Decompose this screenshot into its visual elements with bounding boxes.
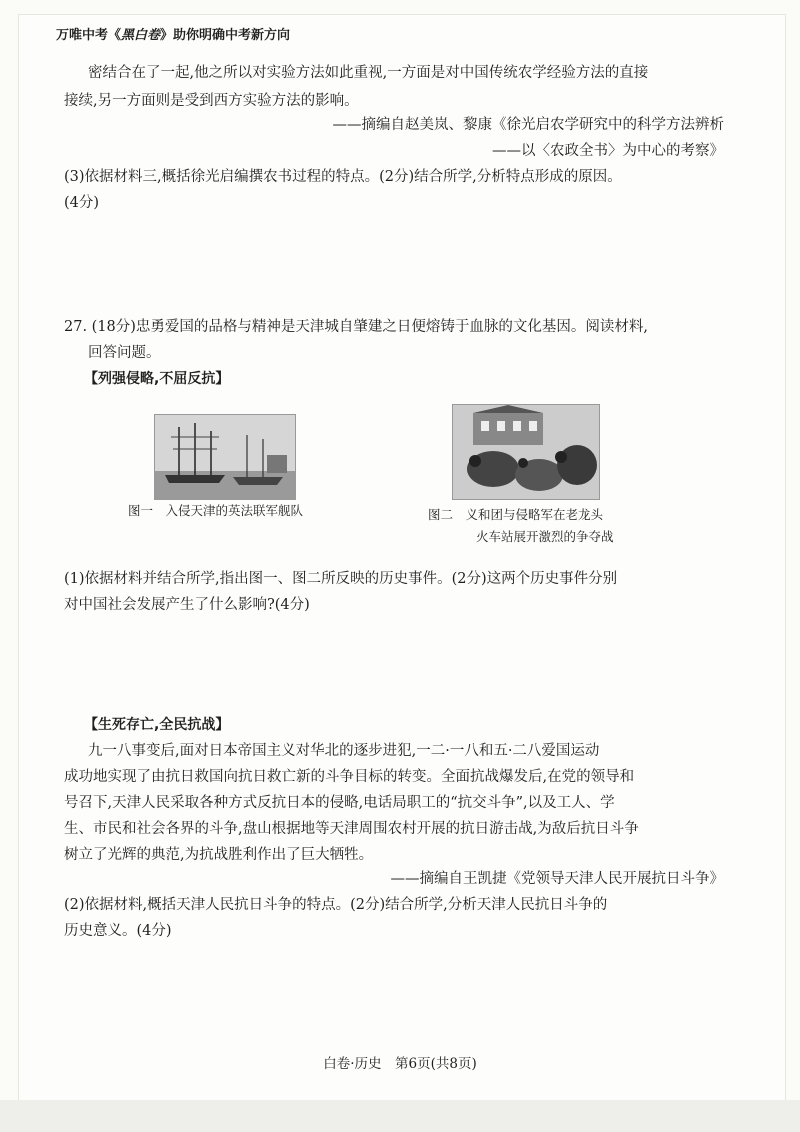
header-brand: 黑白卷 [121,28,161,43]
scan-bottom-edge [0,1100,800,1132]
q27-sub2-line2: 历史意义。(4分) [64,923,172,939]
q27-para1: 九一八事变后,面对日本帝国主义对华北的逐步进犯,一二·一八和五·二八爱国运动 [88,743,600,759]
q26-source2: ——以〈农政全书〉为中心的考察》 [492,143,724,159]
q27-intro1: 27. (18分)忠勇爱国的品格与精神是天津城自肇建之日便熔铸于血脉的文化基因。阅读材料, [64,319,649,335]
fig1-caption: 图一 入侵天津的英法联军舰队 [128,503,304,518]
q27-para5: 树立了光辉的典范,为抗战胜利作出了巨大牺牲。 [64,847,374,863]
q26-line2: 接续,另一方面则是受到西方实验方法的影响。 [64,93,359,109]
fig2-battle-icon [453,405,599,499]
q26-line1: 密结合在了一起,他之所以对实验方法如此重视,一方面是对中国传统农学经验方法的直接 [88,65,649,81]
header-text-2: 》助你明确中考新方向 [160,28,291,43]
q27-intro2: 回答问题。 [88,345,161,361]
q27-sub2-line1: (2)依据材料,概括天津人民抗日斗争的特点。(2分)结合所学,分析天津人民抗日斗争的 [64,897,608,913]
fig2-caption-line2: 火车站展开激烈的争夺战 [476,529,614,544]
q26-sub3-line2: (4分) [64,195,100,211]
q27-section1: 【列强侵略,不屈反抗】 [84,371,230,387]
q26-sub3-line1: (3)依据材料三,概括徐光启编撰农书过程的特点。(2分)结合所学,分析特点形成的原因。 [64,169,622,185]
q27-para2: 成功地实现了由抗日救国向抗日救亡新的斗争目标的转变。全面抗战爆发后,在党的领导和 [64,769,635,785]
header-text: 万唯中考《 [56,28,122,43]
q27-para3: 号召下,天津人民采取各种方式反抗日本的侵略,电话局职工的“抗交斗争”,以及工人、学 [64,795,615,811]
q27-sub1-line1: (1)依据材料并结合所学,指出图一、图二所反映的历史事件。(2分)这两个历史事件分别 [64,571,618,587]
fig1-warships-icon [155,415,295,499]
page-footer: 白卷·历史 第6页(共8页) [323,1056,477,1072]
q27-sub1-line2: 对中国社会发展产生了什么影响?(4分) [64,597,310,613]
q26-source1: ——摘编自赵美岚、黎康《徐光启农学研究中的科学方法辨析 [332,117,724,133]
fig1-warships-photo [154,414,296,500]
q27-para4: 生、市民和社会各界的斗争,盘山根据地等天津周围农村开展的抗日游击战,为敌后抗日斗争 [64,821,639,837]
q27-section2: 【生死存亡,全民抗战】 [84,717,230,733]
fig2-caption-line1: 图二 义和团与侵略军在老龙头 [428,507,604,522]
page-header [56,24,290,43]
q27-source: ——摘编自王凯捷《党领导天津人民开展抗日斗争》 [390,871,724,887]
fig2-battle-photo [452,404,600,500]
